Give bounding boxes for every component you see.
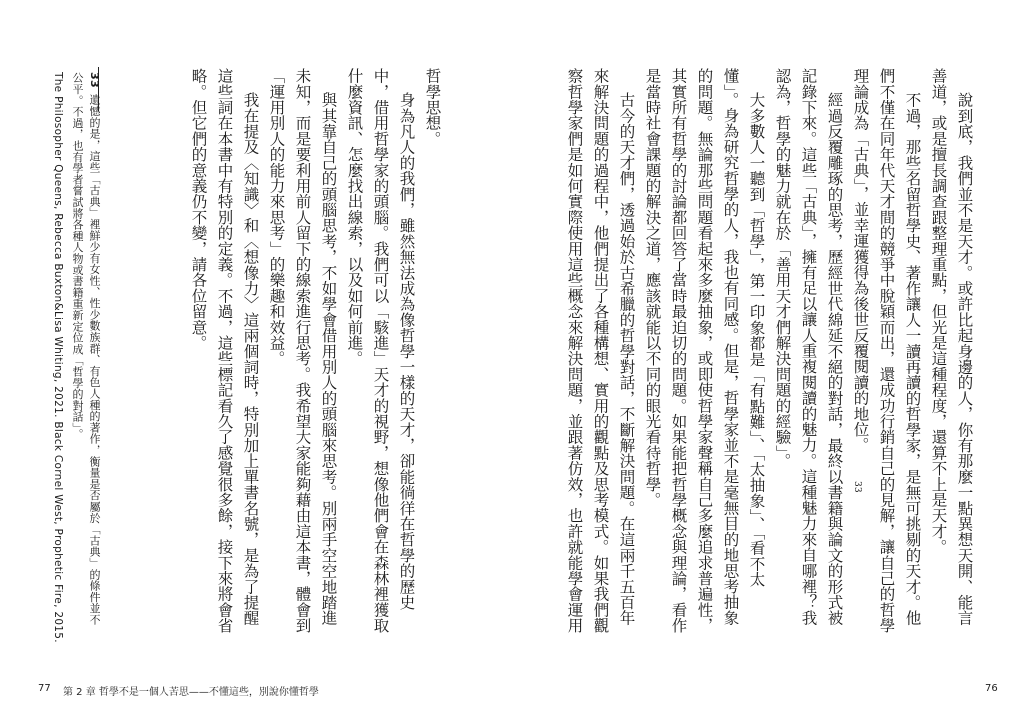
footnote-marker: 33	[88, 72, 101, 88]
body-line: 其實所有哲學的討論都回答了當時最迫切的問題。如果能把哲學概念與理論，看作	[669, 68, 688, 634]
body-line: 不過，那些名留哲學史、著作讓人一讀再讀的哲學家，是無可挑剔的天才。他	[903, 92, 922, 626]
page-number-left: 77	[38, 683, 51, 694]
body-line: 與其靠自己的頭腦思考，不如學會借用別人的頭腦來思考。別兩手空空地踏進	[319, 92, 338, 626]
body-line: 身為凡人的我們，雖然無法成為像哲學一樣的天才，卻能徜徉在哲學的歷史	[397, 92, 416, 611]
body-line: 我在提及〈知識〉和〈想像力〉這兩個詞時，特別加上單書名號，是為了提醒	[241, 92, 260, 626]
body-line: 善道，或是擅長調查跟整理重點，但光是這種程度，還算不上是天才。	[929, 68, 948, 555]
body-line: 的問題。無論那些問題看起來多麼抽象，或即使哲學家聲稱自己多麼追求普遍性，	[695, 68, 714, 634]
body-line: 中，借用哲學家的頭腦。我們可以「駭進」天才的視野，想像他們會在森林裡獲取	[371, 68, 390, 634]
footnote-reference[interactable]: 33	[852, 481, 862, 493]
body-line: 認為，哲學的魅力就在於「善用天才們解決問題的經驗」。	[773, 68, 792, 469]
footnote-line: 公平。不過，也有學者嘗試將各種人物或書籍重新定位成「哲學的對話」。	[71, 72, 84, 440]
body-line: 察哲學家們是如何實際使用這些概念來解決問題，並跟著仿效，也許就能學會運用	[565, 68, 584, 634]
body-line: 說到底，我們並不是天才。或許比起身邊的人，你有那麼一點異想天開、能言	[955, 92, 974, 626]
body-line: 大多數人一聽到「哲學」，第一印象都是「有點難」、「太抽象」、「看不太	[747, 92, 766, 588]
body-line: 記錄下來。這些「古典」，擁有足以讓人重複閱讀的魅力。這種魅力來自哪裡？我	[799, 68, 818, 626]
footnote-line: 遺憾的是，這些「古典」裡鮮少有女性、性少數族群、有色人種的著作，衡量是否屬於「古典」的條件並不	[88, 94, 101, 626]
body-line: 經過反覆雕琢的思考，歷經世代綿延不絕的對話，最終以書籍與論文的形式被	[825, 92, 844, 626]
body-line: 哲學思想。	[423, 68, 442, 147]
page-number-right: 76	[985, 683, 998, 694]
footnote-citation: The Philosopher Queens, Rebecca Buxton&Lisa Whiting, 2021. Black Cornel West, Prophetic Fire, 2015.	[52, 72, 64, 643]
body-line: 略。但它們的意義仍不變，請各位留意。	[189, 68, 208, 351]
running-head: 第 2 章 哲學不是一個人苦思——不懂這些，別說你懂哲學	[63, 687, 319, 698]
body-line: 理論成為「古典」，並幸運獲得為後世反覆閱讀的地位。	[851, 68, 870, 453]
body-line: 古今的天才們，透過始於古希臘的哲學對話，不斷解決問題。在這兩千五百年	[617, 92, 636, 626]
body-line: 是當時社會課題的解決之道，應該就能以不同的眼光看待哲學。	[643, 68, 662, 508]
line-with-note-ref	[847, 68, 873, 493]
body-line: 懂」。身為研究哲學的人，我也有同感。但是，哲學家並不是毫無目的地思考抽象	[721, 68, 740, 626]
body-line: 來解決問題的過程中，他們提出了各種構想、實用的觀點及思考模式。如果我們觀	[591, 68, 610, 634]
body-line: 未知，而是要利用前人留下的線索進行思考。我希望大家能夠藉由這本書，體會到	[293, 68, 312, 634]
body-line: 這些詞在本書中有特別的定義。不過，這些標記看久了感覺很多餘，接下來將會省	[215, 68, 234, 634]
body-line: 們不僅在同年代天才間的競爭中脫穎而出，還成功行銷自己的見解，讓自己的哲學	[877, 68, 896, 634]
body-line: 什麼資訊、怎麼找出線索，以及如何前進。	[345, 68, 364, 367]
body-line: 「運用別人的能力來思考」的樂趣和效益。	[267, 68, 286, 367]
